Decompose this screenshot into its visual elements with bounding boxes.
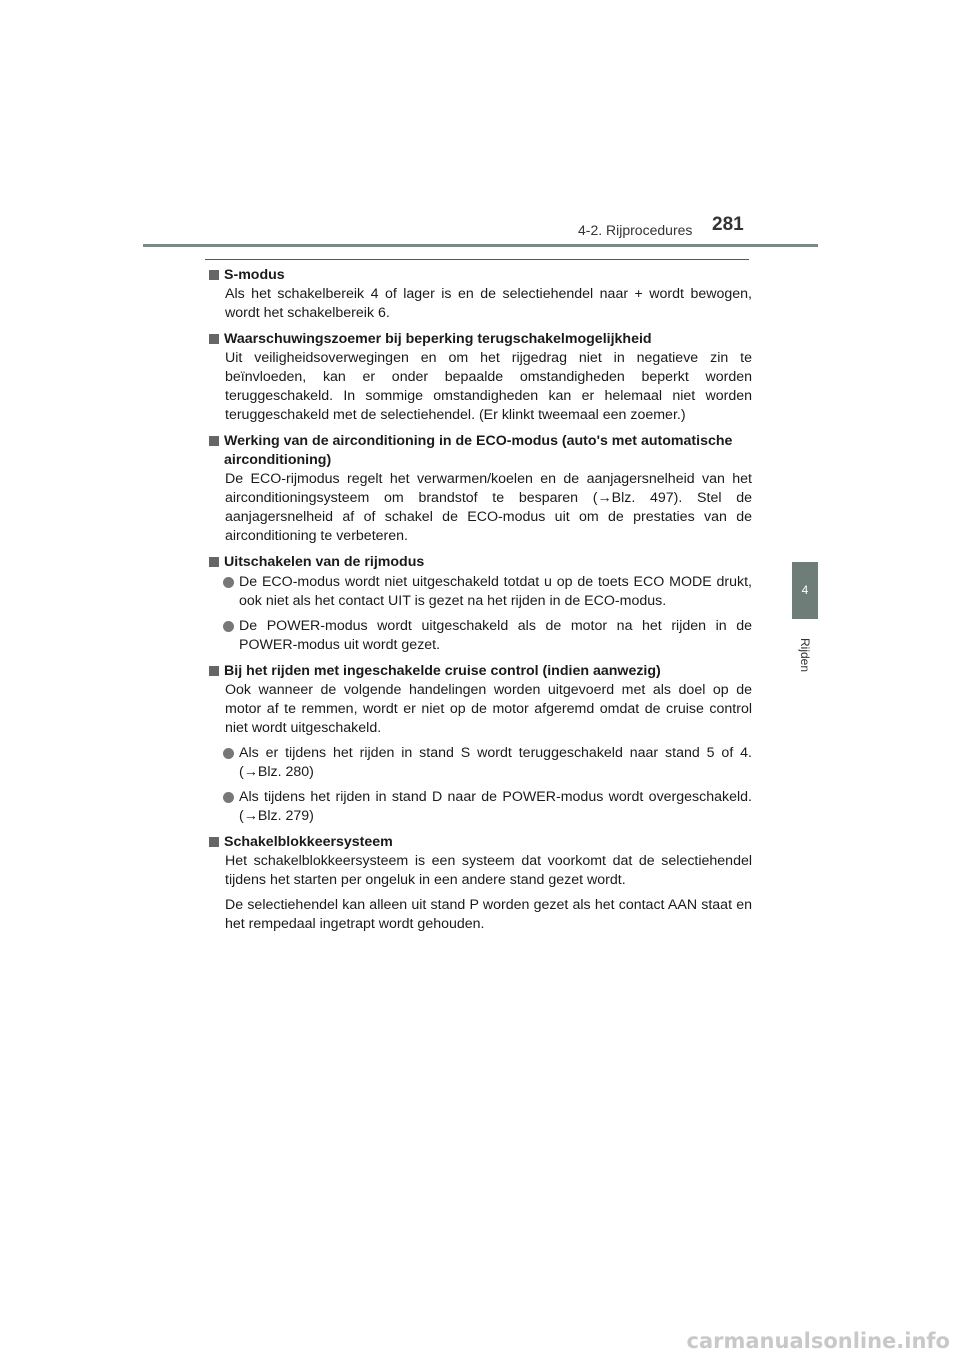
section-airconditioning-eco	[208, 432, 752, 546]
chapter-label	[789, 630, 821, 680]
page-header	[0, 214, 960, 242]
section-heading: S-modus	[208, 266, 752, 285]
list-item: De ECO-modus wordt niet uitgeschakeld totdat u op de toets ECO MODE drukt, ook niet als het contact UIT is gezet na het rijden in de ECO-modus.	[223, 573, 752, 611]
round-bullet-icon	[223, 621, 234, 632]
paragraph: De selectiehendel kan alleen uit stand P worden gezet als het contact AAN staat en het rempedaal ingetrapt wordt gehouden.	[225, 897, 752, 932]
section-heading: Schakelblokkeersysteem	[208, 833, 752, 852]
chapter-tab	[792, 562, 818, 619]
paragraph: Het schakelblokkeersysteem is een systeem dat voorkomt dat de selectiehendel tijdens het starten per ongeluk in een andere stand gezet wordt.	[225, 853, 752, 888]
list-item: De POWER-modus wordt uitgeschakeld als de motor na het rijden in de POWER-modus uit wordt gezet.	[223, 617, 752, 655]
square-bullet-icon	[209, 557, 219, 567]
list-item: Als er tijdens het rijden in stand S wordt teruggeschakeld naar stand 5 of 4. (→Blz. 280)	[223, 744, 752, 782]
section-heading: Uitschakelen van de rijmodus	[208, 553, 752, 572]
round-bullet-icon	[223, 748, 234, 759]
square-bullet-icon	[209, 334, 219, 344]
section-waarschuwingszoemer	[208, 330, 752, 425]
page-content	[208, 266, 752, 941]
square-bullet-icon	[209, 270, 219, 280]
section-heading: Werking van de airconditioning in de ECO-modus (auto's met automatische airconditioning)	[208, 432, 752, 470]
watermark: carmanualsonline.info	[686, 1329, 950, 1353]
paragraph: Ook wanneer de volgende handelingen worden uitgevoerd met als doel op de motor af te remmen, wordt er niet op de motor afgeremd omdat de cruise control niet wordt uitgeschakeld.	[225, 682, 752, 736]
paragraph: De ECO-rijmodus regelt het verwarmen/koelen en de aanjagersnelheid van het airconditioningsysteem om brandstof te besparen (→Blz. 497). Stel de aanjagersnelheid af of schakel de ECO-modus uit om de prestaties van de airconditioning te verbeteren.	[225, 471, 752, 544]
chapter-number: 4	[801, 583, 809, 597]
square-bullet-icon	[209, 436, 219, 446]
square-bullet-icon	[209, 837, 219, 847]
page-number: 281	[712, 214, 744, 235]
list-item: Als tijdens het rijden in stand D naar de POWER-modus wordt overgeschakeld. (→Blz. 279)	[223, 788, 752, 826]
section-cruise-control	[208, 662, 752, 826]
section-uitschakelen-rijmodus	[208, 553, 752, 655]
header-rule	[143, 244, 818, 247]
section-heading: Waarschuwingszoemer bij beperking terugschakelmogelijkheid	[208, 330, 752, 349]
chapter-label-text: Rijden	[798, 637, 812, 673]
content-rule	[205, 259, 749, 260]
section-heading: Bij het rijden met ingeschakelde cruise control (indien aanwezig)	[208, 662, 752, 681]
section-schakelblokkeersysteem	[208, 833, 752, 934]
paragraph: Als het schakelbereik 4 of lager is en de selectiehendel naar + wordt bewogen, wordt het schakelbereik 6.	[225, 286, 752, 321]
section-title: 4-2. Rijprocedures	[578, 222, 693, 238]
bullet-list	[208, 744, 752, 826]
square-bullet-icon	[209, 666, 219, 676]
round-bullet-icon	[223, 577, 234, 588]
round-bullet-icon	[223, 792, 234, 803]
section-s-modus	[208, 266, 752, 323]
bullet-list	[208, 573, 752, 655]
paragraph: Uit veiligheidsoverwegingen en om het rijgedrag niet in negatieve zin te beïnvloeden, kan er onder bepaalde omstandigheden beperkt worden teruggeschakeld. In sommige omstandigheden kan er helemaal niet worden teruggeschakeld met de selectiehendel. (Er klinkt tweemaal een zoemer.)	[225, 350, 752, 423]
